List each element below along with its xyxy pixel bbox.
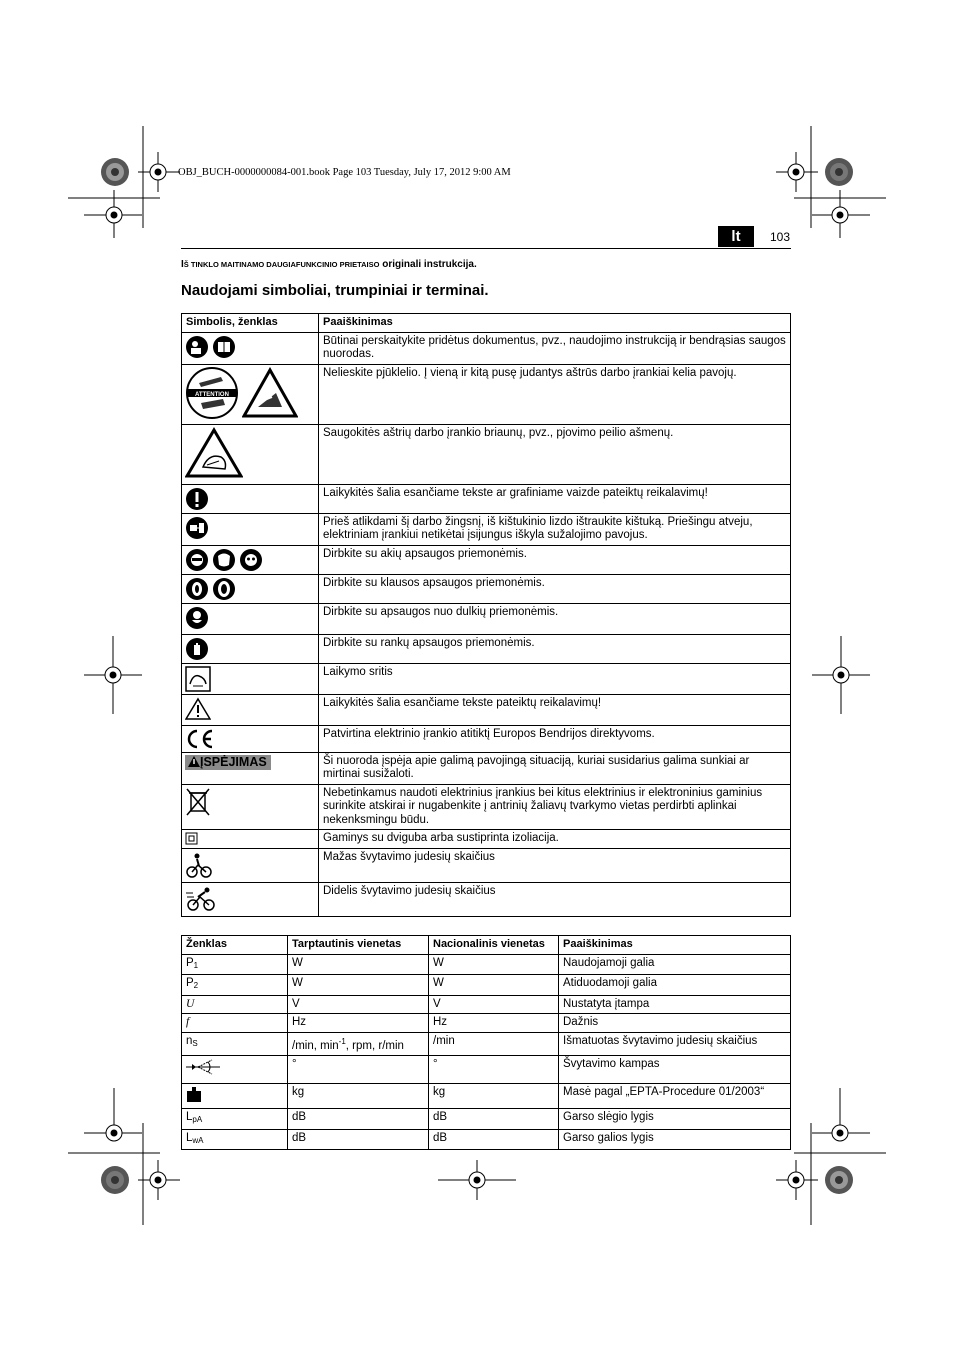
symbol-cell (182, 332, 319, 364)
intl-unit-cell: W (288, 975, 429, 996)
description-cell: Naudojamoji galia (559, 954, 791, 975)
explanation-cell: Nelieskite pjūklelio. Į vieną ir kitą pusę judantys aštrūs darbo įrankiai kelia pavojų. (319, 364, 791, 424)
intl-unit-cell (288, 1032, 429, 1056)
weight-icon (186, 1086, 202, 1102)
symbol-cell (182, 848, 319, 882)
symbol-cell (182, 752, 319, 784)
table-row (182, 784, 791, 830)
table-row (182, 848, 791, 882)
warning-blade-triangle-icon (242, 367, 298, 419)
sign-symbol: P (186, 956, 194, 969)
subtitle-first: I (181, 259, 184, 270)
explanation-cell: Prieš atlikdami šį darbo žingsnį, iš kištukinio lizdo ištraukite kištuką. Priešingu atveju, elektriniam įrankiui netikėtai įsijungus iškyla sužalojimo pavojus. (319, 513, 791, 545)
intl-unit-cell: Hz (288, 1014, 429, 1033)
intl-unit-cell: ° (288, 1056, 429, 1084)
national-unit-cell: /min (429, 1032, 559, 1056)
warning-triangle-icon (185, 697, 211, 721)
warning-label (185, 755, 271, 771)
sign-subscript: pA (192, 1115, 203, 1124)
sign-cell (182, 1014, 288, 1033)
sign-subscript: 2 (193, 981, 199, 990)
header-explanation: Paaiškinimas (319, 314, 791, 333)
description-cell: Išmatuotas švytavimo judesių skaičius (559, 1032, 791, 1056)
sign-cell (182, 975, 288, 996)
symbol-cell (182, 364, 319, 424)
symbol-cell (182, 484, 319, 513)
table-row (182, 634, 791, 663)
header-sign: Ženklas (182, 936, 288, 955)
national-unit-cell: ° (429, 1056, 559, 1084)
national-unit-cell: W (429, 954, 559, 975)
sign-symbol: P (186, 977, 194, 989)
table-row (182, 1032, 791, 1056)
symbol-cell (182, 545, 319, 574)
national-unit-cell: kg (429, 1083, 559, 1109)
svg-text:ATTENTION: ATTENTION (195, 391, 229, 398)
sign-subscript: 1 (193, 960, 199, 970)
national-unit-cell: dB (429, 1129, 559, 1150)
description-cell: Masė pagal „EPTA-Procedure 01/2003“ (559, 1083, 791, 1109)
slow-cyclist-icon (185, 851, 213, 879)
symbol-cell (182, 882, 319, 916)
sign-symbol: L (186, 1111, 193, 1123)
description-cell: Švytavimo kampas (559, 1056, 791, 1084)
intl-unit-superscript: -1 (338, 1036, 346, 1046)
sign-symbol: n (186, 1034, 193, 1047)
description-cell: Garso galios lygis (559, 1129, 791, 1150)
symbol-cell (182, 694, 319, 725)
intl-unit-cell: kg (288, 1083, 429, 1109)
description-cell: Garso slėgio lygis (559, 1109, 791, 1130)
table-row (182, 882, 791, 916)
sign-symbol: L (186, 1131, 193, 1144)
sign-cell (182, 1083, 288, 1109)
table-row (182, 364, 791, 424)
symbol-cell (182, 574, 319, 603)
symbols-table (181, 313, 791, 917)
table-row (182, 954, 791, 975)
ear-protection-icon (185, 577, 209, 601)
intl-unit-cell: dB (288, 1129, 429, 1150)
explanation-cell: Ši nuoroda įspėja apie galimą pavojingą situaciją, kuriai susidarius galima sunkiai ar mirtinai susižaloti. (319, 752, 791, 784)
explanation-cell: Dirbkite su apsaugos nuo dulkių priemonėmis. (319, 603, 791, 634)
table-row (182, 332, 791, 364)
grip-area-icon (185, 666, 211, 692)
table-row (182, 694, 791, 725)
national-unit-cell: W (429, 975, 559, 996)
intl-unit-cell: V (288, 995, 429, 1014)
explanation-cell: Dirbkite su klausos apsaugos priemonėmis. (319, 574, 791, 603)
oscillation-angle-icon (186, 1058, 222, 1076)
sign-symbol: U (186, 997, 195, 1010)
explanation-cell: Dirbkite su akių apsaugos priemonėmis. (319, 545, 791, 574)
intl-unit-text: /min, min (292, 1039, 339, 1052)
subtitle-small-caps: Š TINKLO MAITINAMO DAUGIAFUNKCINIO PRIETAISO (183, 260, 380, 269)
explanation-cell: Saugokitės aštrių darbo įrankio briaunų, pvz., pjovimo peilio ašmenų. (319, 424, 791, 484)
table-row (182, 752, 791, 784)
sign-cell (182, 995, 288, 1014)
explanation-cell: Mažas švytavimo judesių skaičius (319, 848, 791, 882)
weee-bin-icon (185, 787, 211, 817)
goggles-icon (239, 548, 263, 572)
mandatory-icon (185, 487, 209, 511)
national-unit-cell: Hz (429, 1014, 559, 1033)
ce-mark-icon (185, 728, 215, 750)
table-row (182, 603, 791, 634)
sign-subscript: wA (192, 1135, 204, 1145)
attention-blade-icon (185, 367, 239, 419)
page-number: 103 (770, 230, 791, 244)
table-row (182, 1129, 791, 1150)
table-row (182, 484, 791, 513)
explanation-cell: Gaminys su dviguba arba sustiprinta izoliacija. (319, 830, 791, 849)
sign-subscript: S (192, 1038, 198, 1048)
warning-sharp-edge-icon (185, 427, 243, 479)
table-row (182, 1109, 791, 1130)
warning-label-text: ĮSPĖJIMAS (200, 754, 267, 769)
national-unit-cell: V (429, 995, 559, 1014)
symbol-cell (182, 663, 319, 694)
document-subtitle (181, 259, 477, 270)
dust-mask-icon (185, 606, 209, 630)
sign-cell (182, 954, 288, 975)
national-unit-cell: dB (429, 1109, 559, 1130)
table-row (182, 513, 791, 545)
explanation-cell: Laikykitės šalia esančiame tekste ar grafiniame vaizde pateiktų reikalavimų! (319, 484, 791, 513)
explanation-cell: Patvirtina elektrinio įrankio atitiktį Europos Bendrijos direktyvoms. (319, 725, 791, 752)
table-row (182, 1014, 791, 1033)
table-row (182, 725, 791, 752)
symbol-cell (182, 513, 319, 545)
sign-cell (182, 1129, 288, 1150)
explanation-cell: Dirbkite su rankų apsaugos priemonėmis. (319, 634, 791, 663)
read-manual-icon (185, 335, 209, 359)
table-row (182, 545, 791, 574)
explanation-cell: Laikymo sritis (319, 663, 791, 694)
explanation-cell: Būtinai perskaitykite pridėtus dokumentus, pvz., naudojimo instrukciją ir bendrąsias saugos nuorodas. (319, 332, 791, 364)
header-rule (181, 248, 791, 249)
table-row (182, 424, 791, 484)
unplug-icon (185, 516, 209, 540)
double-insulation-icon (185, 832, 198, 845)
explanation-cell: Nebetinkamus naudoti elektrinius įrankius bei kitus elektrinius ir elektroninius gaminius surinkite atskirai ir nugabenkite į antrinių žaliavų tvarkymo vietas perdirbti aplinkai nekenksmingu būdu. (319, 784, 791, 830)
intl-unit-cell: dB (288, 1109, 429, 1130)
symbol-cell (182, 784, 319, 830)
face-shield-icon (212, 548, 236, 572)
symbol-cell (182, 424, 319, 484)
table-row (182, 1083, 791, 1109)
symbol-cell (182, 830, 319, 849)
subtitle-rest: originali instrukcija. (379, 259, 477, 270)
symbol-cell (182, 634, 319, 663)
gloves-icon (185, 637, 209, 661)
header-explanation: Paaiškinimas (559, 936, 791, 955)
table-row (182, 574, 791, 603)
explanation-cell: Laikykitės šalia esančiame tekste pateiktų reikalavimų! (319, 694, 791, 725)
intl-unit-cell: W (288, 954, 429, 975)
sign-cell (182, 1056, 288, 1084)
table-header-row (182, 314, 791, 333)
book-icon (212, 335, 236, 359)
header-international-unit: Tarptautinis vienetas (288, 936, 429, 955)
warning-label-icon (188, 756, 200, 767)
table-row (182, 1056, 791, 1084)
header-symbol: Simbolis, ženklas (182, 314, 319, 333)
description-cell: Dažnis (559, 1014, 791, 1033)
eye-protection-icon (185, 548, 209, 572)
table-row (182, 663, 791, 694)
intl-unit-text-rest: , rpm, r/min (345, 1039, 404, 1052)
symbol-cell (182, 725, 319, 752)
language-badge: lt (718, 226, 754, 247)
explanation-cell: Didelis švytavimo judesių skaičius (319, 882, 791, 916)
page-title: Naudojami simboliai, trumpiniai ir terminai. (181, 282, 489, 299)
description-cell: Atiduodamoji galia (559, 975, 791, 996)
sign-cell (182, 1032, 288, 1056)
sign-cell (182, 1109, 288, 1130)
table-header-row (182, 936, 791, 955)
table-row (182, 830, 791, 849)
description-cell: Nustatyta įtampa (559, 995, 791, 1014)
table-row (182, 995, 791, 1014)
header-national-unit: Nacionalinis vienetas (429, 936, 559, 955)
symbol-cell (182, 603, 319, 634)
units-table (181, 935, 791, 1150)
sign-symbol: f (186, 1016, 190, 1028)
ear-muffs-icon (212, 577, 236, 601)
file-info: OBJ_BUCH-0000000084-001.book Page 103 Tuesday, July 17, 2012 9:00 AM (178, 167, 511, 178)
table-row (182, 975, 791, 996)
fast-cyclist-icon (185, 885, 217, 913)
